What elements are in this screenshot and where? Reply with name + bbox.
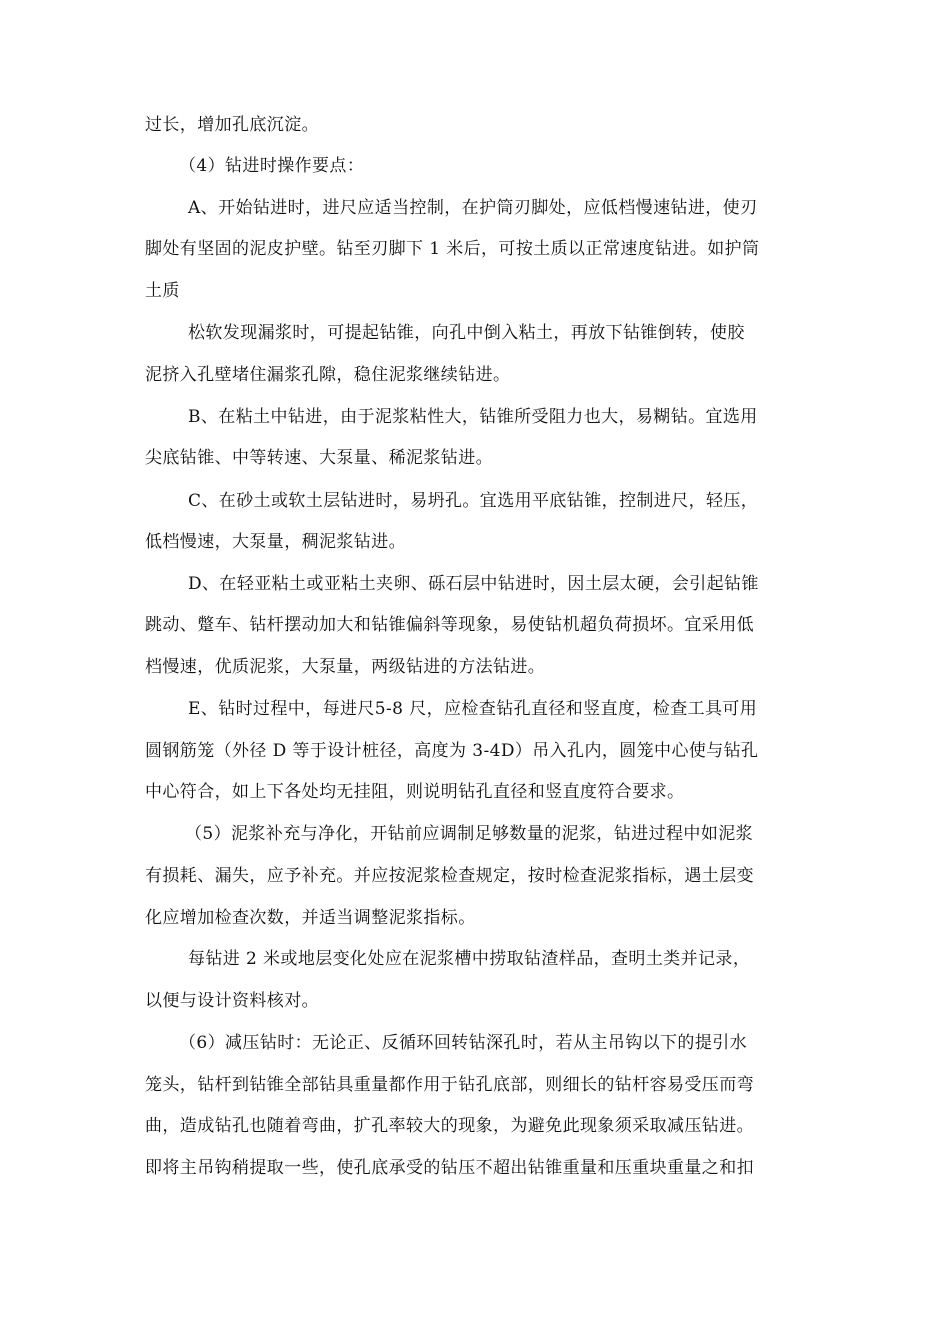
paragraph-line: 每钻进 2 米或地层变化处应在泥浆槽中捞取钻渣样品，查明土类并记录， [188, 949, 751, 969]
paragraph-line: 尖底钻锥、中等转速、大泵量、稀泥浆钻进。 [145, 448, 493, 468]
paragraph-line: 跳动、蹩车、钻杆摆动加大和钻锥偏斜等现象，易使钻机超负荷损坏。宜采用低 [145, 615, 754, 635]
paragraph-line: 泥挤入孔壁堵住漏浆孔隙，稳住泥浆继续钻进。 [145, 365, 511, 385]
paragraph-line: B、在粘土中钻进，由于泥浆粘性大，钻锥所受阻力也大，易糊钻。宜选用 [188, 407, 758, 427]
paragraph-line: 曲，造成钻孔也随着弯曲，扩孔率较大的现象，为避免此现象须采取减压钻进。 [145, 1116, 754, 1136]
paragraph-line: 笼头，钻杆到钻锥全部钻具重量都作用于钻孔底部，则细长的钻杆容易受压而弯 [145, 1075, 754, 1095]
paragraph-line: 低档慢速，大泵量，稠泥浆钻进。 [145, 532, 406, 552]
paragraph-line: 中心符合，如上下各处均无挂阻，则说明钻孔直径和竖直度符合要求。 [145, 782, 685, 802]
paragraph-line: 圆钢筋笼（外径 D 等于设计桩径，高度为 3-4D）吊入孔内，圆笼中心使与钻孔 [145, 741, 759, 761]
paragraph-line: 以便与设计资料核对。 [145, 991, 319, 1011]
paragraph-line: A、开始钻进时，进尺应适当控制，在护筒刃脚处，应低档慢速钻进，使刃 [188, 198, 758, 218]
paragraph-line: 脚处有坚固的泥皮护壁。钻至刃脚下 1 米后，可按土质以正常速度钻进。如护筒 [145, 239, 760, 259]
section-heading: （5）泥浆补充与净化，开钻前应调制足够数量的泥浆，钻进过程中如泥浆 [185, 824, 754, 844]
paragraph-line: 有损耗、漏失，应予补充。并应按泥浆检查规定，按时检查泥浆指标，遇土层变 [145, 866, 754, 886]
paragraph-line: 松软发现漏浆时，可提起钻锥，向孔中倒入粘土，再放下钻锥倒转，使胶 [188, 323, 745, 343]
paragraph-line: C、在砂土或软土层钻进时，易坍孔。宜选用平底钻锥，控制进尺，轻压， [188, 491, 759, 511]
paragraph-line: 过长，增加孔底沉淀。 [145, 115, 319, 135]
paragraph-line: 档慢速，优质泥浆，大泵量，两级钻进的方法钻进。 [145, 657, 546, 677]
paragraph-line: 即将主吊钩稍提取一些，使孔底承受的钻压不超出钻锥重量和压重块重量之和扣 [145, 1158, 754, 1178]
paragraph-line: 土质 [145, 281, 180, 301]
section-heading: （6）减压钻时：无论正、反循环回转钻深孔时，若从主吊钩以下的提引水 [179, 1033, 748, 1053]
section-heading: （4）钻进时操作要点： [179, 156, 365, 176]
paragraph-line: D、在轻亚粘土或亚粘土夹卵、砾石层中钻进时，因土层太硬，会引起钻锥 [188, 574, 759, 594]
paragraph-line: 化应增加检查次数，并适当调整泥浆指标。 [145, 908, 476, 928]
paragraph-line: E、钻时过程中，每进尺5-8 尺，应检查钻孔直径和竖直度，检查工具可用 [188, 699, 758, 719]
